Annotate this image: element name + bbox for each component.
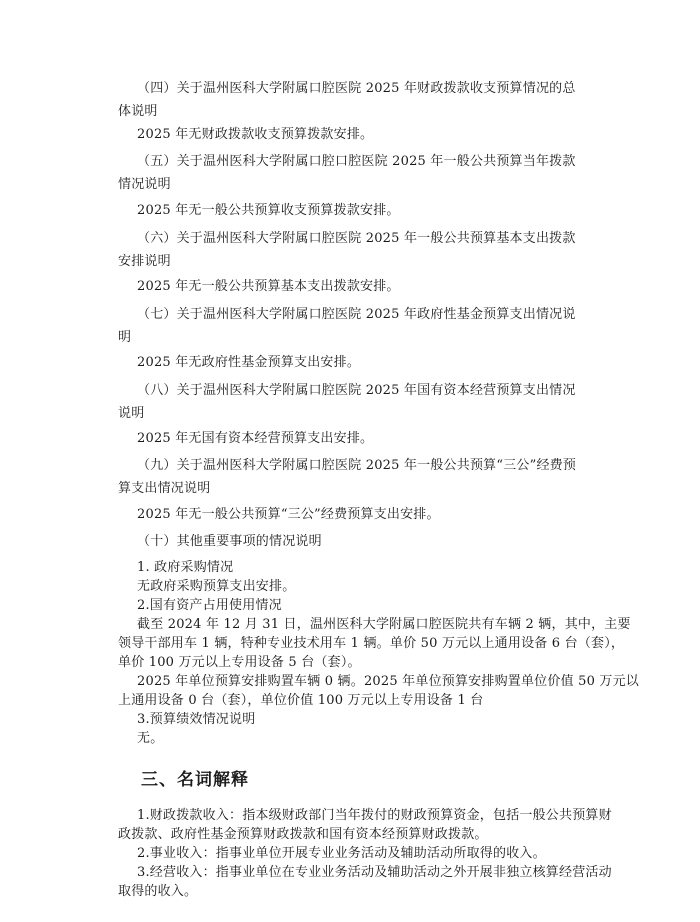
part3-term3-line2: 取得的收入。 — [118, 884, 198, 899]
section7-body: 2025 年无政府性基金预算支出安排。 — [137, 355, 361, 370]
part3-term2: 2.事业收入：指事业单位开展专业业务活动及辅助活动所取得的收入。 — [137, 846, 546, 861]
section10-item-assets-line3: 单价 100 万元以上专用设备 5 台（套）。 — [118, 655, 361, 670]
section9-heading-line2: 算支出情况说明 — [118, 481, 211, 496]
section5-heading-line1: （五）关于温州医科大学附属口腔口腔医院 2025 年一般公共预算当年拨款 — [137, 154, 576, 169]
section9-heading-line1: （九）关于温州医科大学附属口腔医院 2025 年一般公共预算“三公”经费预 — [137, 458, 577, 473]
section6-heading-line2: 安排说明 — [118, 254, 171, 269]
section4-body: 2025 年无财政拨款收支预算拨款安排。 — [137, 127, 374, 142]
part3-term3-line1: 3.经营收入：指事业单位在专业业务活动及辅助活动之外开展非独立核算经营活动 — [137, 865, 612, 880]
section6-body: 2025 年无一般公共预算基本支出拨款安排。 — [137, 279, 400, 294]
section8-heading-line1: （八）关于温州医科大学附属口腔医院 2025 年国有资本经营预算支出情况 — [137, 383, 576, 398]
section7-heading-line2: 明 — [118, 330, 132, 345]
section8-body: 2025 年无国有资本经营预算支出安排。 — [137, 431, 374, 446]
section10-item-performance-title: 3.预算绩效情况说明 — [137, 712, 256, 727]
section8-heading-line2: 说明 — [118, 406, 145, 421]
part3-term1-line2: 政拨款、政府性基金预算财政拨款和国有资本经预算财政拨款。 — [118, 827, 488, 842]
section7-heading-line1: （七）关于温州医科大学附属口腔医院 2025 年政府性基金预算支出情况说 — [137, 307, 576, 322]
part3-term1-line1: 1.财政拨款收入：指本级财政部门当年拨付的财政预算资金，包括一般公共预算财 — [137, 808, 612, 823]
section10-item-assets-title: 2.国有资产占用使用情况 — [137, 598, 282, 613]
part3-title: 三、名词解释 — [141, 770, 249, 790]
section10-item-assets-line5: 上通用设备 0 台（套），单位价值 100 万元以上专用设备 1 台 — [118, 693, 484, 708]
section10-item-assets-line2: 领导干部用车 1 辆，特种专业技术用车 1 辆。单价 50 万元以上通用设备 6 台（套）， — [118, 636, 625, 651]
section9-body: 2025 年无一般公共预算“三公”经费预算支出安排。 — [137, 507, 440, 522]
section10-item-procurement-body: 无政府采购预算支出安排。 — [137, 579, 296, 594]
section10-item-performance-body: 无。 — [137, 731, 164, 746]
section4-heading-line2: 体说明 — [118, 104, 158, 119]
section10-heading: （十）其他重要事项的情况说明 — [137, 534, 322, 549]
section4-heading-line1: （四）关于温州医科大学附属口腔医院 2025 年财政拨款收支预算情况的总 — [137, 81, 576, 96]
section5-body: 2025 年无一般公共预算收支预算拨款安排。 — [137, 203, 400, 218]
section10-item-assets-line4: 2025 年单位预算安排购置车辆 0 辆。2025 年单位预算安排购置单位价值 50 万元以 — [137, 674, 639, 689]
section10-item-procurement-title: 1. 政府采购情况 — [137, 560, 234, 575]
section10-item-assets-line1: 截至 2024 年 12 月 31 日，温州医科大学附属口腔医院共有车辆 2 辆，其中，主要 — [137, 617, 631, 632]
section5-heading-line2: 情况说明 — [118, 177, 171, 192]
section6-heading-line1: （六）关于温州医科大学附属口腔医院 2025 年一般公共预算基本支出拨款 — [137, 231, 576, 246]
